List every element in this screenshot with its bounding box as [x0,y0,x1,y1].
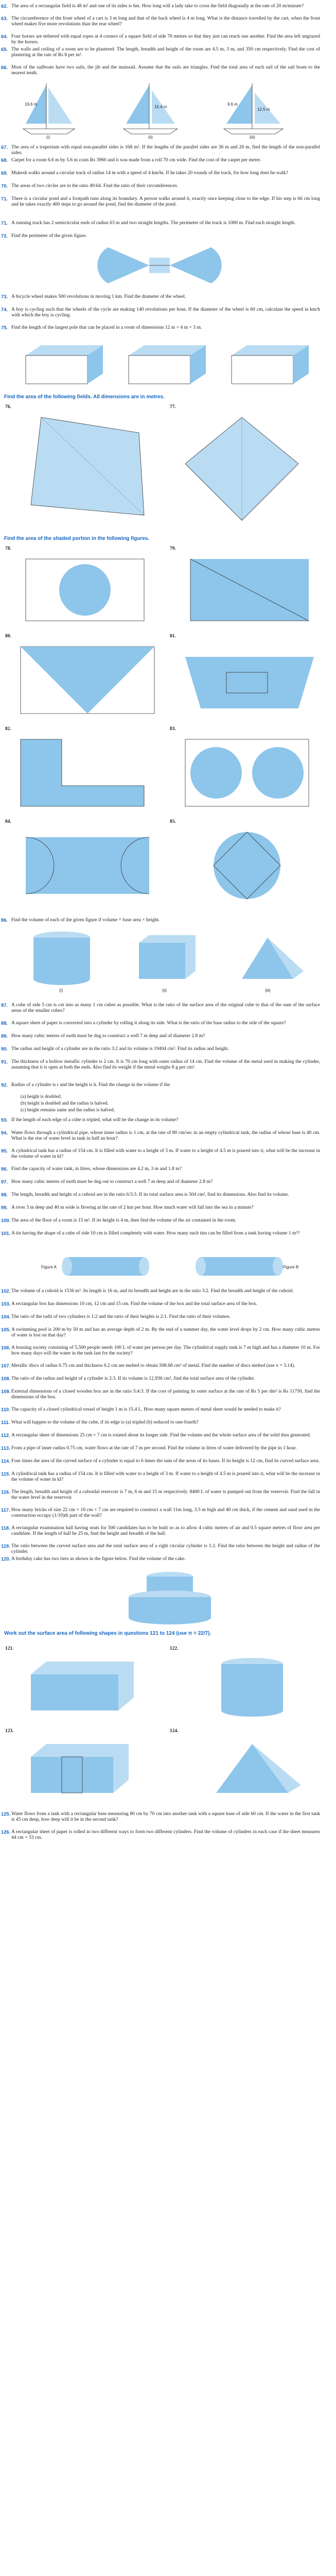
question-88: 88. A square sheet of paper is converted into a cylinder by rolling it along its side. What is the ratio of the base radius to the side of the square? [1,1020,286,1026]
svg-text:(iii): (iii) [250,135,255,139]
question-93: 93. If the length of each edge of a cube is tripled, what will be the change in its volume? [1,1117,179,1123]
svg-text:(ii): (ii) [148,135,153,139]
q124-label: 124. [170,1728,179,1734]
question-120: 120. A birthday cake has two tiers as shown in the figure below. Find the volume of the cake. [1,1556,186,1562]
surface-123-124 [10,1736,319,1803]
question-116: 116. The length, breadth and height of a cuboidal reservoir is 7 m, 6 m and 15 m respectively. 8400 L of water is pumped out from the reservoir. Find the fall in the water level in the reservoir. [1,1489,320,1501]
surface-121-122-svg [10,1654,319,1721]
surface-121-122 [10,1654,319,1721]
volume-svg [15,927,314,994]
perimeter-figure [93,242,226,289]
q121-label: 121. [5,1646,14,1651]
surface-heading: Work out the surface area of following shapes in questions 121 to 124 (use π = 22/7). [4,1631,211,1636]
svg-text:(i): (i) [46,135,50,139]
question-126: 126. A rectangular sheet of paper is rolled in two different ways to form two different cylinders. Find the volume of cylinders in each case if the sheet measures 44 cm × 33 cm. [1,1829,320,1841]
question-92: 92. Radius of a cylinder is r and the height is h. Find the change in the volume if the [1,1082,170,1088]
shaded-84-85 [10,827,319,904]
question-114: 114. Four times the area of the curved surface of a cylinder is equal to 6 times the sum of the areas of its bases. If its height is 12 cm, find its curved surface area. [1,1458,320,1464]
question-104: 104. The ratio of the radii of two cylinders is 1:2 and the ratio of their heights is 2:1. Find the ratio of their volumes. [1,1314,231,1319]
question-112: 112. A rectangular sheet of dimensions 25 cm × 7 cm is rotated about its longer side. Find the volume and the whole surface area of the solid thus generated. [1,1432,311,1438]
svg-text:9.6 m: 9.6 m [227,102,238,107]
q81-label: 81. [170,634,176,639]
q84-label: 84. [5,819,11,824]
question-96: 96. Find the capacity of water tank, in litres, whose dimensions are 4.2 m, 3 m and 1.8 m? [1,1166,182,1172]
question-115: 115. A cylindrical tank has a radius of 154 cm. It is filled with water to a height of 3 m. If water to a height of 4.5 m is poured into it, what will be the increase in the volume of water in kl? [1,1471,320,1483]
question-67: 67. The area of a trapezium with equal non-parallel sides is 168 m². If the lengths of the parallel sides are 36 m and 20 m, find the length of the non-parallel sides. [1,144,320,156]
question-72: 72. Find the perimeter of the given figure. [1,233,87,239]
question-97: 97. How many cubic metres of earth must be dug out to construct a well 7 m deep and of diameter 2.8 m? [1,1179,213,1184]
svg-text:(iii): (iii) [265,988,271,993]
question-108: 108. The ratio of the radius and height of a cylinder is 2:3. If its volume is 12,936 cm³, find the total surface area of the cylinder. [1,1376,255,1381]
perimeter-svg [93,242,226,289]
room-boxes-svg [15,340,314,386]
areas-heading: Find the area of the following fields. All dimensions are in metres. [4,394,165,400]
sailboat-svg [15,82,314,139]
sailboat-ii [123,83,178,139]
shaded-84-85-svg [10,827,319,904]
question-65: 65. The walls and ceiling of a room are to be plastered. The length, breadth and height of the room are 4.5 m, 3 m, and 350 cm respectively. Find the cost of plastering at the rate of Rs 8 per m². [1,46,320,58]
question-111: 111. What will happen to the volume of the cube, if its edge is (a) tripled (b) reduced to one-fourth? [1,1419,199,1425]
room-boxes [15,340,314,386]
q78-label: 78. [5,546,11,551]
svg-text:12.5 m: 12.5 m [257,107,270,112]
q76-label: 76. [5,404,11,410]
cake-svg [118,1569,221,1625]
question-103: 103. A rectangular box has dimensions 10 cm, 12 cm and 15 cm. Find the volume of the box and the total surface area of the box. [1,1301,257,1307]
cylinder-figures [31,1247,309,1283]
question-98: 98. The length, breadth and height of a cuboid are in the ratio 6:5:3. If its total surface area is 504 cm², find its dimensions. Also find its volume. [1,1192,289,1197]
q92-c: (c) height remains same and the radius is halved. [21,1108,115,1113]
question-71a: 71. There is a circular pond and a footpath runs along its boundary. A person walks around it, exactly once keeping close to the edge. If his step is 66 cm long and he takes exactly 400 steps to go around the pond, find the diameter of the pond. [1,196,320,208]
volume-figures [15,927,314,994]
q122-label: 122. [170,1646,179,1651]
question-109: 109. External dimensions of a closed wooden box are in the ratio 5:4:3. If the cost of painting its outer surface at the rate of Rs 5 per dm² is Rs 11750, find the dimensions of the box. [1,1388,320,1400]
question-69: 69. Mukesh walks around a circular track of radius 14 m with a speed of 4 km/hr. If he takes 20 rounds of the track, for how long does he walk? [1,170,288,176]
question-71b: 71. A running track has 2 semicircular ends of radius 63 m and two straight lengths. The perimeter of the track is 1000 m. Find each straight length. [1,220,296,226]
sailboat-i [23,83,75,139]
question-100: 100. The area of the floor of a room is 15 m². If its height is 4 m, then find the volume of the air contained in the room. [1,1217,237,1223]
cylinder-figures-svg [31,1247,309,1283]
question-118: 118. A rectangular examination hall having seats for 500 candidates has to be built so as to allow 4 cubic metres of air and 0.5 square metres of floor area per candidate. If the length of hall be 25 m, find the height and breadth of the hall. [1,1525,320,1537]
q79-label: 79. [170,546,176,551]
svg-text:15.4 m: 15.4 m [154,105,167,109]
q83-label: 83. [170,726,176,732]
question-73: 73. A bicycle wheel makes 500 revolutions in moving 1 km. Find the diameter of the wheel. [1,294,186,299]
shaded-78-79-svg [10,554,319,626]
question-91: 91. The thickness of a hollow metallic cylinder is 2 cm. It is 70 cm long with outer radius of 14 cm. Find the volume of the metal used in making the cylinder, assuming that it is open at both the ends. Also find its weight if the metal weighs 8 g per cm³. [1,1059,320,1071]
svg-text:19.6 m: 19.6 m [25,102,38,107]
question-87: 87. A cube of side 5 cm is cut into as many 1 cm cubes as possible. What is the ratio of the surface area of the original cube to that of the sum of the surface areas of the smaller cubes? [1,1002,320,1014]
svg-text:(i): (i) [59,988,63,993]
sailboat-iii [224,83,283,139]
shaded-82-83 [10,734,319,811]
sailboat-figures [15,82,314,139]
q80-label: 80. [5,634,11,639]
question-113: 113. From a pipe of inner radius 0.75 cm, water flows at the rate of 7 m per second. Find the volume in litres of water delivered by the pipe in 1 hour. [1,1445,297,1451]
shaded-80-81 [10,641,319,719]
question-89: 89. How many cubic metres of earth must be dug to construct a well 7 m deep and of diameter 2.8 m? [1,1033,205,1039]
q85-label: 85. [170,819,176,824]
question-105: 105. A swimming pool is 200 m by 50 m and has an average depth of 2 m. By the end of a summer day, the water level drops by 2 cm. How many cubic metres of water is lost on that day? [1,1327,320,1338]
fields-svg [10,412,319,526]
question-95: 95. A cylindrical tank has a radius of 154 cm. It is filled with water to a height of 3 m. If water to a height of 4.5 m is poured into it, what will be the increase in the volume of water in kl? [1,1148,320,1160]
question-68: 68. Carpet for a room 6.6 m by 5.6 m costs Rs 3960 and it was made from a roll 70 cm wide. Find the cost of the carpet per metre. [1,157,261,163]
q77-label: 77. [170,404,176,410]
q92-b: (b) height is doubled and the radius is halved. [21,1101,109,1106]
question-94: 94. Water flows through a cylindrical pipe, whose inner radius is 1 cm, at the rate of 80 cm/sec in an empty cylindrical tank, the radius of whose base is 40 cm. What is the rise of water level in tank in half an hour? [1,1130,320,1142]
field-figures-76-77 [10,412,319,526]
question-125: 125. Water flows from a tank with a rectangular base measuring 80 cm by 70 cm into another tank with a square base of side 60 cm. If the water in the first tank is 45 cm deep, how deep will it be in the second tank? [1,1811,320,1823]
question-62: 62. The area of a rectangular field is 48 m² and one of its sides is 6m. How long will a lady take to cross the field diagonally at the rate of 20 m/minute? [1,3,304,9]
q82-label: 82. [5,726,11,732]
svg-text:(ii): (ii) [162,988,167,993]
svg-text:Figure A: Figure A [41,1265,57,1269]
question-74: 74. A boy is cycling such that the wheels of the cycle are making 140 revolutions per hour. If the diameter of the wheel is 60 cm, calculate the speed in km/h with which the boy is cycling. [1,307,320,318]
question-63: 63. The circumference of the front wheel of a cart is 3 m long and that of the back wheel is 4 m long. What is the distance travelled by the cart, when the front wheel makes five more revolutions than the rear wheel? [1,15,320,27]
question-106: 106. A housing society consisting of 5,500 people needs 100 L of water per person per day. The cylindrical supply tank is 7 m high and has a diameter 10 m. For how many days will the water in the tank last for the society? [1,1345,320,1357]
question-75: 75. Find the length of the largest pole that can be placed in a room of dimensions 12 m × 4 m × 3 m. [1,325,202,330]
question-117: 117. How many bricks of size 22 cm × 10 cm × 7 cm are required to construct a wall 11m long, 3.5 m high and 40 cm thick, if the cement and sand used in the construction occupy (1/10)th part of the wall? [1,1507,320,1519]
question-102: 102. The volume of a cuboid is 1536 m³. Its length is 16 m, and its breadth and height are in the ratio 3:2. Find the breadth and height of the cuboid. [1,1288,294,1294]
q123-label: 123. [5,1728,14,1734]
question-66: 66. Most of the sailboats have two sails, the jib and the mainsail. Assume that the sails are triangles. Find the total area of each sail of the sail boats to the nearest tenth. [1,64,320,76]
question-110: 110. The capacity of a closed cylindrical vessel of height 1 m is 15.4 L. How many square metres of metal sheet would be needed to make it? [1,1406,281,1412]
question-99: 99. A river 3 m deep and 40 m wide is flowing at the rate of 2 km per hour. How much water will fall into the sea in a minute? [1,1205,254,1210]
question-64: 64. Four horses are tethered with equal ropes at 4 corners of a square field of side 70 metres so that they just can reach one another. Find the area left ungrazed by the horses. [1,33,320,45]
shaded-heading: Find the area of the shaded portion in the following figures. [4,536,150,541]
question-101: 101. A tin having the shape of a cube of side 10 cm is filled completely with water. How many such tins can be filled from a tank having volume 1 m³? [1,1230,300,1236]
question-119: 119. The ratio between the curved surface area and the total surface area of a right circular cylinder is 1:2. Find the ratio between the height and radius of the cylinder. [1,1543,320,1555]
shaded-78-79 [10,554,319,626]
surface-123-124-svg [10,1736,319,1803]
question-107: 107. Metallic discs of radius 0.75 cm and thickness 0.2 cm are melted to obtain 508.68 cm³ of metal. Find the number of discs melted (use π = 3.14). [1,1363,295,1368]
shaded-80-81-svg [10,641,319,719]
question-90: 90. The radius and height of a cylinder are in the ratio 3:2 and its volume is 19404 cm³. Find its radius and height. [1,1046,229,1052]
question-86: 86. Find the volume of each of the given figure if volume = base area × height. [1,917,160,923]
shaded-82-83-svg [10,734,319,811]
svg-text:Figure B: Figure B [283,1265,299,1269]
question-70: 70. The areas of two circles are in the ratio 49:64. Find the ratio of their circumferences. [1,183,179,189]
cake-figure [118,1569,221,1625]
q92-a: (a) height is doubled. [21,1094,62,1099]
